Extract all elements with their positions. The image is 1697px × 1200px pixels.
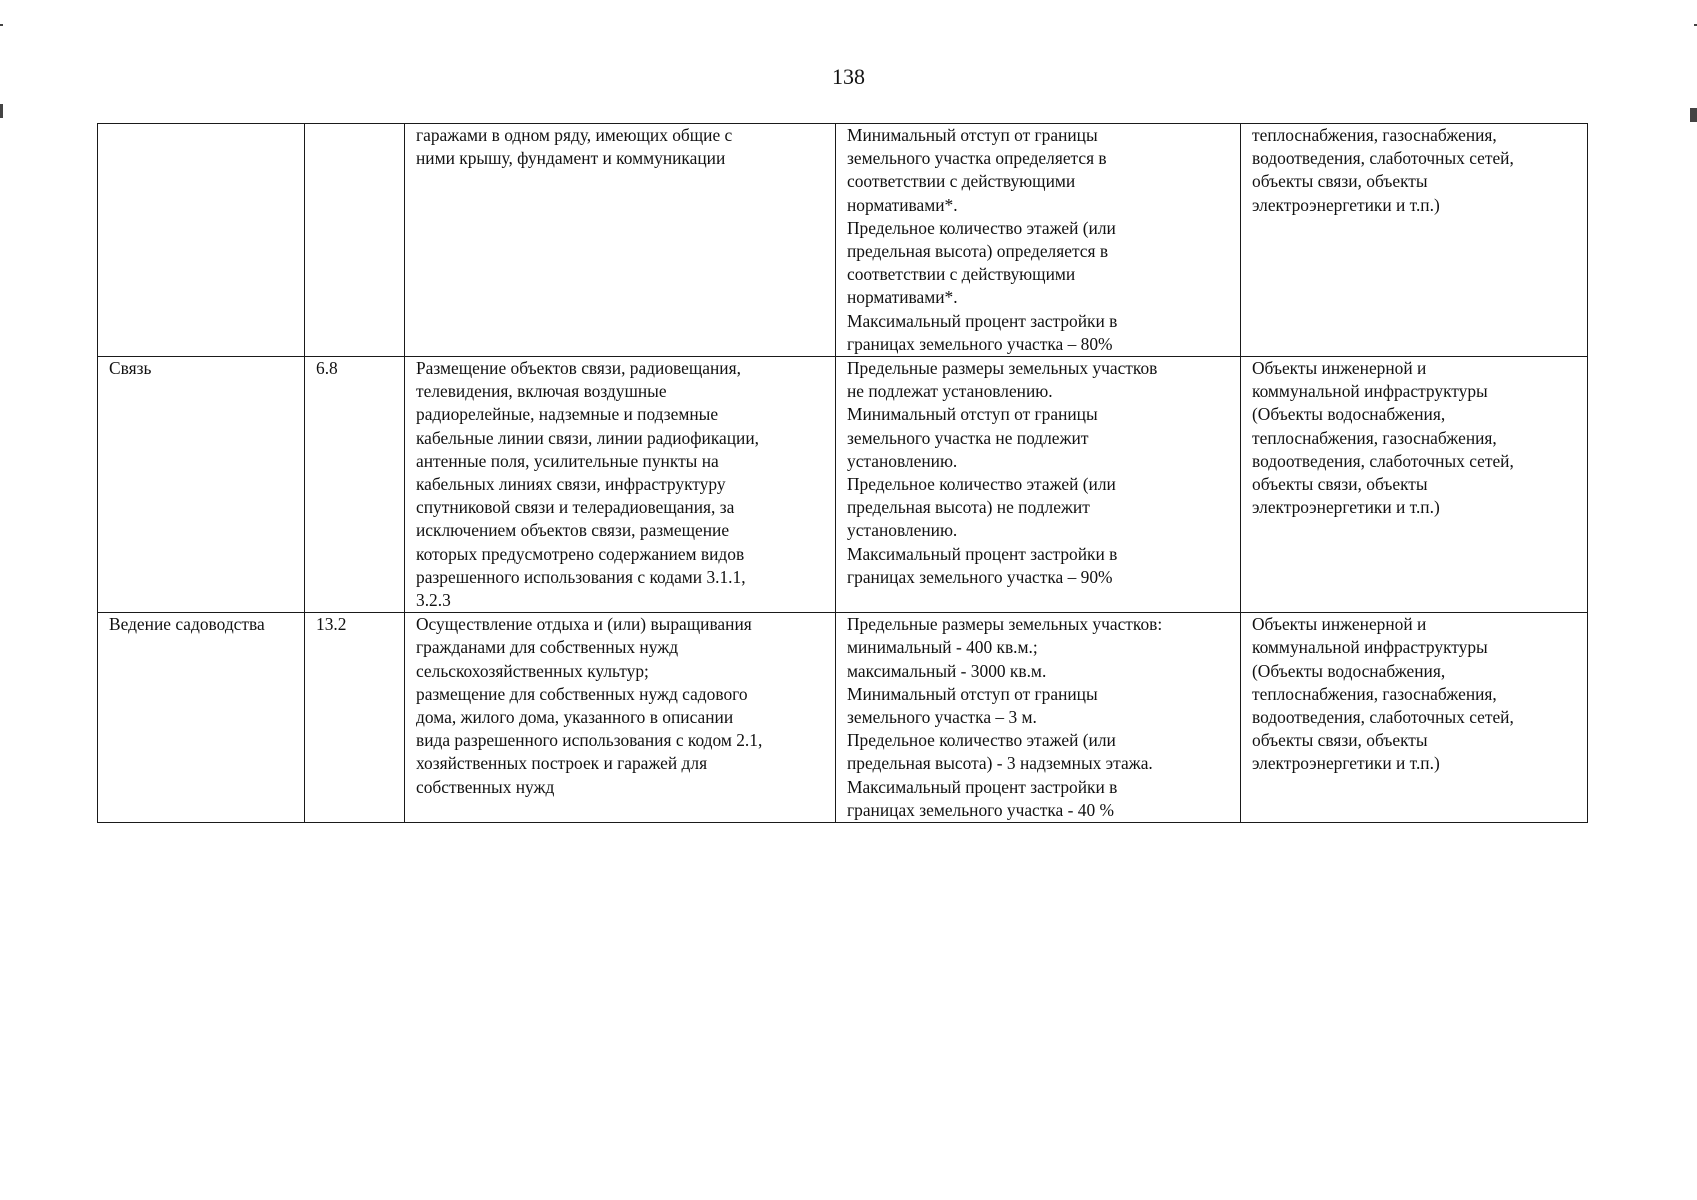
use-code-cell: 6.8 <box>305 357 405 613</box>
parameters-cell: Предельные размеры земельных участков: минимальный - 400 кв.м.; максимальный - 3000 кв.м. Минимальный отступ от границы земельного участка – 3 м. Предельное количество этажей (или предельная высота) - 3 надземных этажа. Максимальный процент застройки в границах земельного участка - 40 % <box>836 613 1241 823</box>
table-row <box>98 357 1588 613</box>
land-use-table <box>97 123 1588 823</box>
related-objects-cell: Объекты инженерной и коммунальной инфраструктуры (Объекты водоснабжения, теплоснабжения, газоснабжения, водоотведения, слаботочных сетей, объекты связи, объекты электроэнергетики и т.п.) <box>1241 357 1588 613</box>
related-objects-cell: теплоснабжения, газоснабжения, водоотведения, слаботочных сетей, объекты связи, объекты электроэнергетики и т.п.) <box>1241 124 1588 357</box>
table-row <box>98 613 1588 823</box>
page-number: 138 <box>832 64 865 89</box>
related-objects-cell: Объекты инженерной и коммунальной инфраструктуры (Объекты водоснабжения, теплоснабжения, газоснабжения, водоотведения, слаботочных сетей, объекты связи, объекты электроэнергетики и т.п.) <box>1241 613 1588 823</box>
use-description-cell: Осуществление отдыха и (или) выращивания гражданами для собственных нужд сельскохозяйственных культур; размещение для собственных нужд садового дома, жилого дома, указанного в описании вида разрешенного использования с кодом 2.1, хозяйственных построек и гаражей для собственных нужд <box>405 613 836 823</box>
table-row <box>98 124 1588 357</box>
use-code-cell <box>305 124 405 357</box>
use-name-cell: Ведение садоводства <box>98 613 305 823</box>
use-description-cell: Размещение объектов связи, радиовещания, телевидения, включая воздушные радиорелейные, надземные и подземные кабельные линии связи, линии радиофикации, антенные поля, усилительные пункты на кабельных линиях связи, инфраструктуру спутниковой связи и телерадиовещания, за исключением объектов связи, размещение которых предусмотрено содержанием видов разрешенного использования с кодами 3.1.1, 3.2.3 <box>405 357 836 613</box>
use-name-cell: Связь <box>98 357 305 613</box>
scan-edge-mark <box>0 24 3 26</box>
use-description-cell: гаражами в одном ряду, имеющих общие с ними крышу, фундамент и коммуникации <box>405 124 836 357</box>
scan-edge-mark <box>1690 108 1697 122</box>
parameters-cell: Минимальный отступ от границы земельного участка определяется в соответствии с действующими нормативами*. Предельное количество этажей (или предельная высота) определяется в соответствии с действующими нормативами*. Максимальный процент застройки в границах земельного участка – 80% <box>836 124 1241 357</box>
use-code-cell: 13.2 <box>305 613 405 823</box>
scan-edge-mark <box>0 104 3 118</box>
parameters-cell: Предельные размеры земельных участков не подлежат установлению. Минимальный отступ от границы земельного участка не подлежит установлению. Предельное количество этажей (или предельная высота) не подлежит установлению. Максимальный процент застройки в границах земельного участка – 90% <box>836 357 1241 613</box>
use-name-cell <box>98 124 305 357</box>
